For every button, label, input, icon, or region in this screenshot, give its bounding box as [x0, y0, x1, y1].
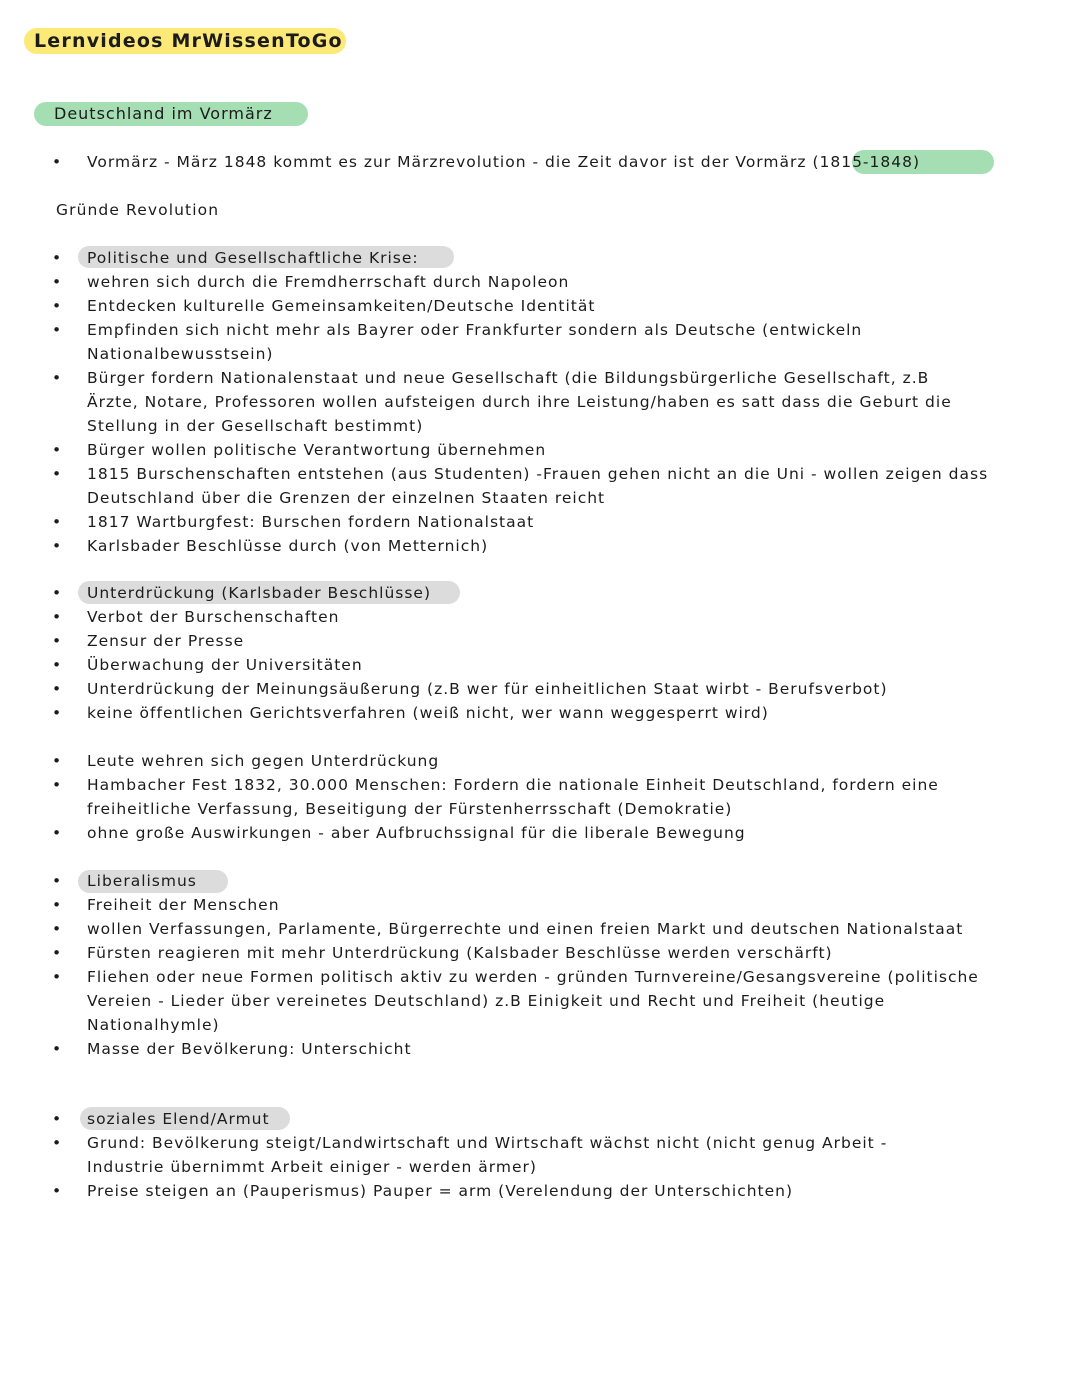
bullet: • [52, 537, 62, 555]
list-item-continuation: Vereien - Lieder über vereinetes Deutschland) z.B Einigkeit und Recht und Freiheit (heutige [87, 992, 886, 1010]
list-item-continuation: Deutschland über die Grenzen der einzelnen Staaten reicht [87, 489, 606, 507]
intro-bullet-text: Vormärz - März 1848 kommt es zur Märzrevolution - die Zeit davor ist der Vormärz (1815-1848) [87, 153, 921, 171]
bullet: • [52, 1110, 62, 1128]
bullet: • [52, 608, 62, 626]
list-item: Leute wehren sich gegen Unterdrückung [87, 752, 440, 770]
heading-unterdrueckung: Unterdrückung (Karlsbader Beschlüsse) [87, 584, 432, 602]
section-title: Deutschland im Vormärz [54, 104, 273, 123]
list-item: Bürger wollen politische Verantwortung übernehmen [87, 441, 547, 459]
bullet: • [52, 752, 62, 770]
list-item: Zensur der Presse [87, 632, 245, 650]
bullet: • [52, 968, 62, 986]
list-item: Unterdrückung der Meinungsäußerung (z.B wer für einheitlichen Staat wirbt - Berufsverbot) [87, 680, 888, 698]
list-item: 1815 Burschenschaften entstehen (aus Studenten) -Frauen gehen nicht an die Uni - wollen zeigen dass [87, 465, 989, 483]
list-item: Empfinden sich nicht mehr als Bayrer oder Frankfurter sondern als Deutsche (entwickeln [87, 321, 863, 339]
list-item: Fürsten reagieren mit mehr Unterdrückung (Kalsbader Beschlüsse werden verschärft) [87, 944, 833, 962]
bullet: • [52, 1134, 62, 1152]
reasons-heading: Gründe Revolution [56, 201, 220, 219]
list-item: 1817 Wartburgfest: Burschen fordern Nationalstaat [87, 513, 535, 531]
list-item: Entdecken kulturelle Gemeinsamkeiten/Deutsche Identität [87, 297, 596, 315]
bullet: • [52, 273, 62, 291]
list-item: Karlsbader Beschlüsse durch (von Metternich) [87, 537, 489, 555]
list-item: wollen Verfassungen, Parlamente, Bürgerrechte und einen freien Markt und deutschen Nationalstaat [87, 920, 964, 938]
bullet: • [52, 824, 62, 842]
bullet: • [52, 584, 62, 602]
heading-krise: Politische und Gesellschaftliche Krise: [87, 249, 419, 267]
list-item-continuation: Stellung in der Gesellschaft bestimmt) [87, 417, 424, 435]
bullet: • [52, 465, 62, 483]
list-item: Verbot der Burschenschaften [87, 608, 340, 626]
bullet: • [52, 632, 62, 650]
list-item: keine öffentlichen Gerichtsverfahren (weiß nicht, wer wann weggesperrt wird) [87, 704, 769, 722]
list-item-continuation: Nationalbewusstsein) [87, 345, 274, 363]
bullet: • [52, 153, 62, 171]
bullet: • [52, 249, 62, 267]
bullet: • [52, 944, 62, 962]
list-item: Preise steigen an (Pauperismus) Pauper = arm (Verelendung der Unterschichten) [87, 1182, 794, 1200]
bullet: • [52, 297, 62, 315]
bullet: • [52, 872, 62, 890]
list-item: Überwachung der Universitäten [87, 656, 363, 674]
bullet: • [52, 704, 62, 722]
list-item: Fliehen oder neue Formen politisch aktiv zu werden - gründen Turnvereine/Gesangsvereine (politische [87, 968, 979, 986]
bullet: • [52, 920, 62, 938]
bullet: • [52, 1182, 62, 1200]
list-item-continuation: freiheitliche Verfassung, Beseitigung der Fürstenherrsschaft (Demokratie) [87, 800, 733, 818]
heading-liberalismus: Liberalismus [87, 872, 197, 890]
list-item: Grund: Bevölkerung steigt/Landwirtschaft und Wirtschaft wächst nicht (nicht genug Arbeit - [87, 1134, 888, 1152]
bullet: • [52, 513, 62, 531]
list-item-continuation: Ärzte, Notare, Professoren wollen aufsteigen durch ihre Leistung/haben es satt dass die Geburt die [87, 393, 952, 411]
list-item: Freiheit der Menschen [87, 896, 280, 914]
bullet: • [52, 369, 62, 387]
list-item: ohne große Auswirkungen - aber Aufbruchssignal für die liberale Bewegung [87, 824, 746, 842]
bullet: • [52, 680, 62, 698]
list-item-continuation: Nationalhymle) [87, 1016, 220, 1034]
page-title: Lernvideos MrWissenToGo [34, 30, 343, 52]
heading-soziales-elend: soziales Elend/Armut [87, 1110, 270, 1128]
bullet: • [52, 321, 62, 339]
list-item: Hambacher Fest 1832, 30.000 Menschen: Fordern die nationale Einheit Deutschland, fordern eine [87, 776, 939, 794]
list-item: Masse der Bevölkerung: Unterschicht [87, 1040, 412, 1058]
list-item-continuation: Industrie übernimmt Arbeit einiger - werden ärmer) [87, 1158, 537, 1176]
list-item: Bürger fordern Nationalenstaat und neue Gesellschaft (die Bildungsbürgerliche Gesellschaft, z.B [87, 369, 930, 387]
bullet: • [52, 656, 62, 674]
bullet: • [52, 1040, 62, 1058]
bullet: • [52, 896, 62, 914]
list-item: wehren sich durch die Fremdherrschaft durch Napoleon [87, 273, 570, 291]
bullet: • [52, 441, 62, 459]
bullet: • [52, 776, 62, 794]
